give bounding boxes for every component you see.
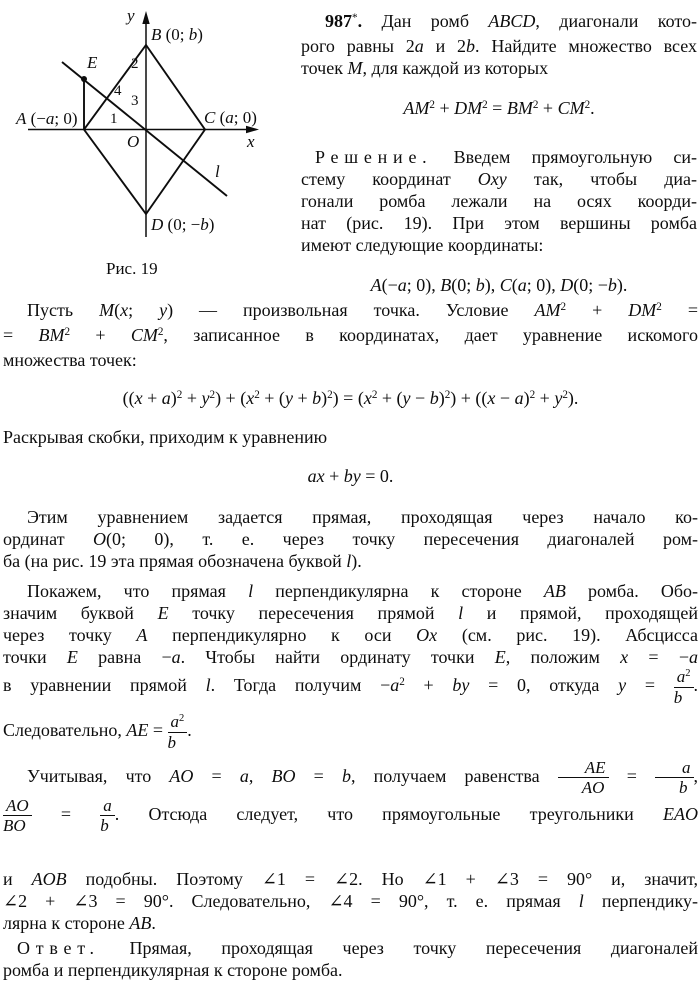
label-angle-2: 2 [131,56,139,72]
y-axis-arrow [142,11,149,24]
solution-intro-line: нат (рис. 19). При этом вершины ромба [301,213,697,233]
display-equation-coordinates: A(−a; 0), B(0; b), C(a; 0), D(0; −b). [370,275,628,295]
solution-intro-line: стему координат Oxy так, чтобы диа- [301,169,697,189]
problem-statement [301,10,697,298]
solution-line: множества точек: [3,350,137,370]
figure-19 [0,0,290,290]
solution-line: ординат O(0; 0), т. е. через точку пересечения диагоналей ром- [3,529,698,549]
solution-line: точки E равна −a. Чтобы найти ординату точки E, положим x = −a [3,647,699,667]
solution-line: Следовательно, AE = $\frac{a^2}{b}$ . [3,712,192,752]
solution-line: Пусть M(x; y) — произвольная точка. Условие $AM^2 + DM^2$ = [27,300,698,320]
label-vertex-a: A (−a; 0) [16,109,78,128]
display-equation-condition: $AM^2 + DM^2 = BM^2 + CM^2$. [403,98,595,118]
point-e [81,76,87,82]
solution-line: через точку A перпендикулярно к оси Ox (см. рис. 19). Абсцисса [3,625,698,645]
solution-line: ∠2 + ∠3 = 90°. Следовательно, ∠4 = 90°, т. е. прямая l перпендику- [3,891,698,912]
solution-line: Этим уравнением задается прямая, проходящая через начало ко- [27,507,698,527]
solution-line: лярна к стороне AB. [3,913,156,934]
solution-line: $\frac{AO}{BO}$ = $\frac{a}{b}$ . Отсюда следует, что прямоугольные треугольники EAO [3,795,698,836]
answer-line: Ответ. Прямая, проходящая через точку пересечения диагоналей [17,938,698,959]
solution-line: и AOB подобны. Поэтому ∠1 = ∠2. Но ∠1 + ∠3 = 90° и, значит, [3,869,698,890]
solution-line: Раскрывая скобки, приходим к уравнению [3,427,328,447]
label-angle-3: 3 [131,93,139,109]
display-equation-line: ax + by = 0. [307,466,394,486]
x-axis-label: x [247,132,255,151]
figure-caption: Рис. 19 [106,259,158,278]
solution-line: значим буквой E точку пересечения прямой l и прямой, проходящей [3,603,698,623]
solution-intro-line: имеют следующие координаты: [301,235,544,255]
solution-line: Учитывая, что AO = a, BO = b, получаем равенства $\frac{AE}{AO}$ = $\frac{a}{b}$ , [27,758,699,798]
label-vertex-d: D (0; −b) [151,215,215,234]
label-angle-4: 4 [114,83,122,99]
solution-line: ба (на рис. 19 эта прямая обозначена буквой l). [3,551,362,571]
label-origin: O [127,132,140,151]
problem-line: 987*. Дан ромб ABCD, диагонали кото- [325,11,698,31]
problem-line: рого равны 2a и 2b. Найдите множество всех [301,36,697,56]
display-equation-expanded: $((x + a)^2 + y^2) + (x^2 + (y + b)^2) = (x^2 + (y - b)^2) + ((x - a)^2 + y^2)$. [122,388,579,408]
label-vertex-c: C (a; 0) [204,108,257,127]
label-vertex-b: B (0; b) [151,25,203,44]
solution-intro-line: Решение. Введем прямоугольную си- [315,147,697,167]
label-point-e: E [87,53,98,72]
solution-body [3,299,698,981]
solution-line: Покажем, что прямая l перпендикулярна к стороне AB ромба. Обо- [27,581,698,601]
solution-line: в уравнении прямой l. Тогда получим $-a^2$ + by = 0, откуда y = $\frac{a^2}{b}$ . [3,667,698,707]
problem-line: точек M, для каждой из которых [301,58,549,78]
answer-line: ромба и перпендикулярная к стороне ромба. [3,960,343,981]
label-line-l: l [215,162,220,181]
label-angle-1: 1 [110,111,118,127]
y-axis-label: y [127,6,135,25]
solution-intro-line: гонали ромба лежали на осях коорди- [301,191,697,211]
solution-line: = $BM^2 + CM^2$, записанное в координатах, дает уравнение искомого [3,325,698,345]
